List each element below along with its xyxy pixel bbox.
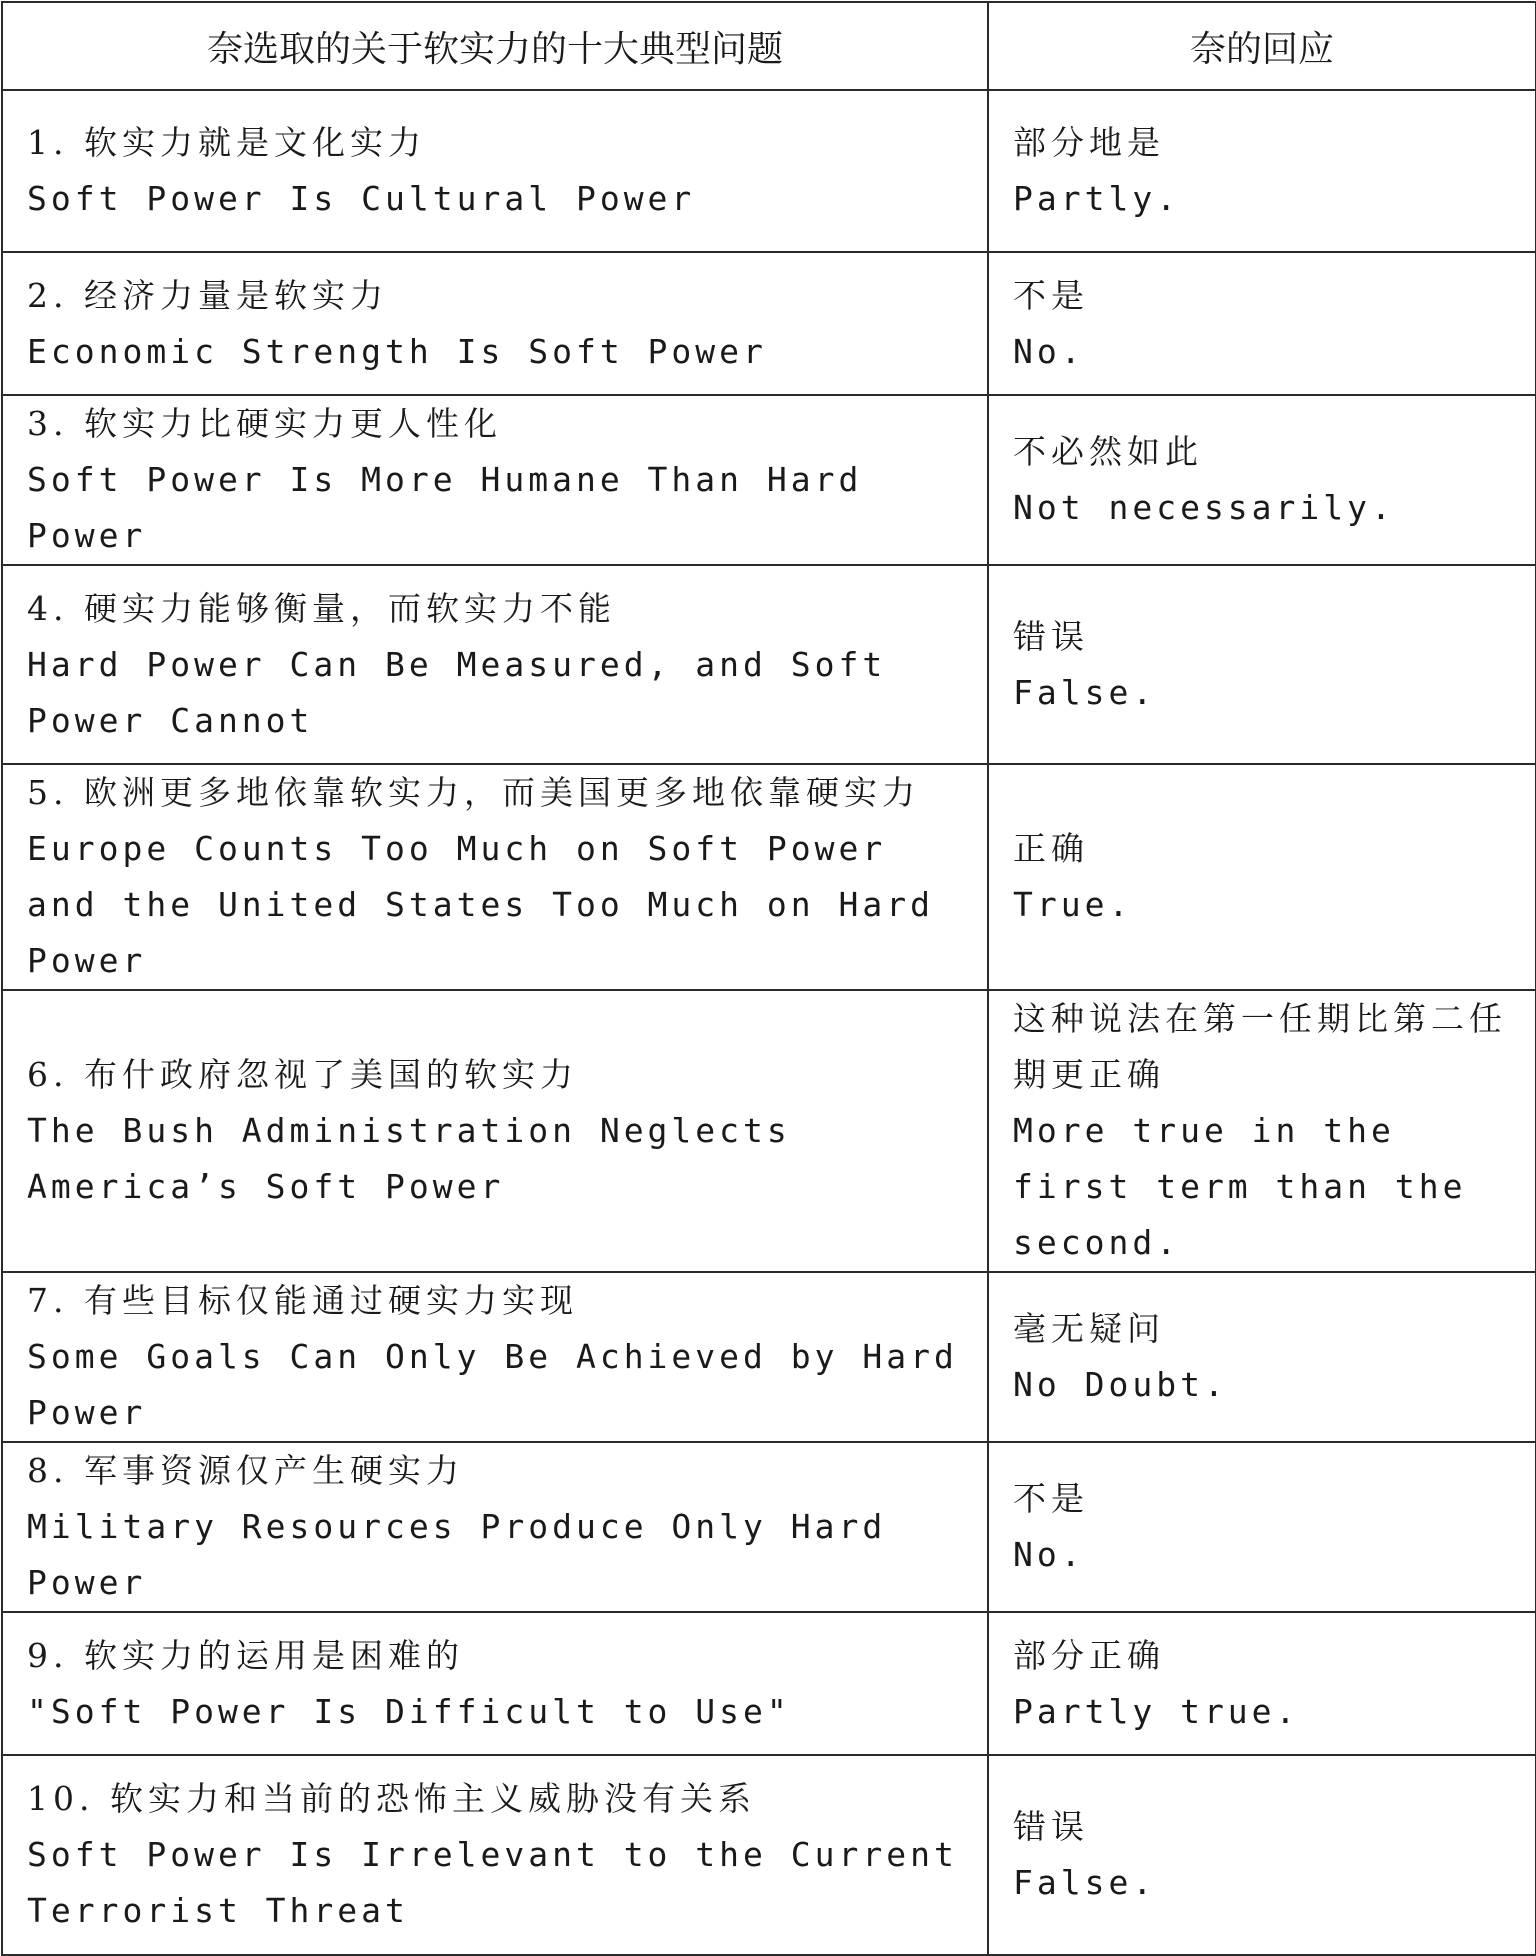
response-en: No. [1013, 1535, 1085, 1574]
response-en: Not necessarily. [1013, 488, 1395, 527]
table-row [2, 1755, 1536, 1955]
question-en: Some Goals Can Only Be Achieved by Hard Power [27, 1337, 958, 1432]
response-zh: 错误 [1013, 1807, 1089, 1846]
response-en: Partly. [1013, 179, 1181, 218]
question-en: Hard Power Can Be Measured, and Soft Power Cannot [27, 644, 887, 740]
response-cell [988, 1612, 1536, 1755]
table-row [2, 990, 1536, 1272]
response-en: False. [1013, 1863, 1157, 1902]
question-zh: 1. 软实力就是文化实力 [27, 123, 426, 162]
response-cell [988, 565, 1536, 764]
question-cell [2, 252, 988, 395]
response-cell [988, 90, 1536, 252]
response-en: No. [1013, 331, 1085, 371]
question-en: Soft Power Is Irrelevant to the Current Terrorist Threat [27, 1835, 958, 1930]
question-cell [2, 90, 988, 252]
question-cell [2, 1755, 988, 1955]
response-zh: 不是 [1013, 1479, 1089, 1518]
question-cell [2, 1272, 988, 1442]
response-zh: 这种说法在第一任期比第二任期更正确 [1013, 999, 1507, 1094]
question-cell [2, 764, 988, 990]
response-en: More true in the first term than the second. [1013, 1111, 1467, 1262]
question-cell [2, 565, 988, 764]
question-cell [2, 1612, 988, 1755]
question-zh: 3. 软实力比硬实力更人性化 [27, 404, 502, 443]
table-row [2, 1612, 1536, 1755]
question-en: Soft Power Is Cultural Power [27, 179, 696, 218]
table-header-row [2, 2, 1536, 90]
response-en: Partly true. [1013, 1691, 1300, 1731]
table-row [2, 395, 1536, 565]
response-zh: 不是 [1013, 275, 1089, 315]
question-en: The Bush Administration Neglects America’s Soft Power [27, 1111, 791, 1206]
table-row [2, 252, 1536, 395]
table-row [2, 1272, 1536, 1442]
response-cell [988, 1272, 1536, 1442]
response-column-header: 奈的回应 [988, 2, 1536, 90]
response-zh: 正确 [1013, 829, 1089, 868]
response-zh: 错误 [1013, 616, 1089, 656]
question-cell [2, 395, 988, 565]
question-zh: 2. 经济力量是软实力 [27, 275, 388, 315]
question-en: Europe Counts Too Much on Soft Power and the United States Too Much on Hard Power [27, 829, 934, 980]
response-cell [988, 252, 1536, 395]
question-en: Economic Strength Is Soft Power [27, 331, 767, 371]
soft-power-table [1, 1, 1536, 1956]
response-zh: 毫无疑问 [1013, 1309, 1165, 1348]
response-en: True. [1013, 885, 1133, 924]
response-zh: 不必然如此 [1013, 432, 1203, 471]
response-zh: 部分地是 [1013, 123, 1165, 162]
question-zh: 8. 军事资源仅产生硬实力 [27, 1451, 464, 1490]
question-zh: 7. 有些目标仅能通过硬实力实现 [27, 1281, 578, 1320]
response-en: False. [1013, 672, 1157, 712]
table-row [2, 764, 1536, 990]
question-cell [2, 1442, 988, 1612]
question-zh: 4. 硬实力能够衡量，而软实力不能 [27, 588, 616, 628]
question-en: Military Resources Produce Only Hard Power [27, 1507, 887, 1602]
table-row [2, 90, 1536, 252]
response-cell [988, 1755, 1536, 1955]
response-cell [988, 395, 1536, 565]
response-en: No Doubt. [1013, 1365, 1228, 1404]
response-cell [988, 990, 1536, 1272]
table-row [2, 1442, 1536, 1612]
response-cell [988, 764, 1536, 990]
question-zh: 9. 软实力的运用是困难的 [27, 1635, 464, 1675]
question-cell [2, 990, 988, 1272]
question-column-header: 奈选取的关于软实力的十大典型问题 [2, 2, 988, 90]
response-zh: 部分正确 [1013, 1635, 1165, 1675]
table-row [2, 565, 1536, 764]
response-cell [988, 1442, 1536, 1612]
question-en: Soft Power Is More Humane Than Hard Power [27, 460, 863, 555]
question-en: "Soft Power Is Difficult to Use" [27, 1691, 791, 1731]
question-zh: 5. 欧洲更多地依靠软实力，而美国更多地依靠硬实力 [27, 773, 920, 812]
question-zh: 6. 布什政府忽视了美国的软实力 [27, 1055, 578, 1094]
question-zh: 10. 软实力和当前的恐怖主义威胁没有关系 [27, 1779, 756, 1818]
